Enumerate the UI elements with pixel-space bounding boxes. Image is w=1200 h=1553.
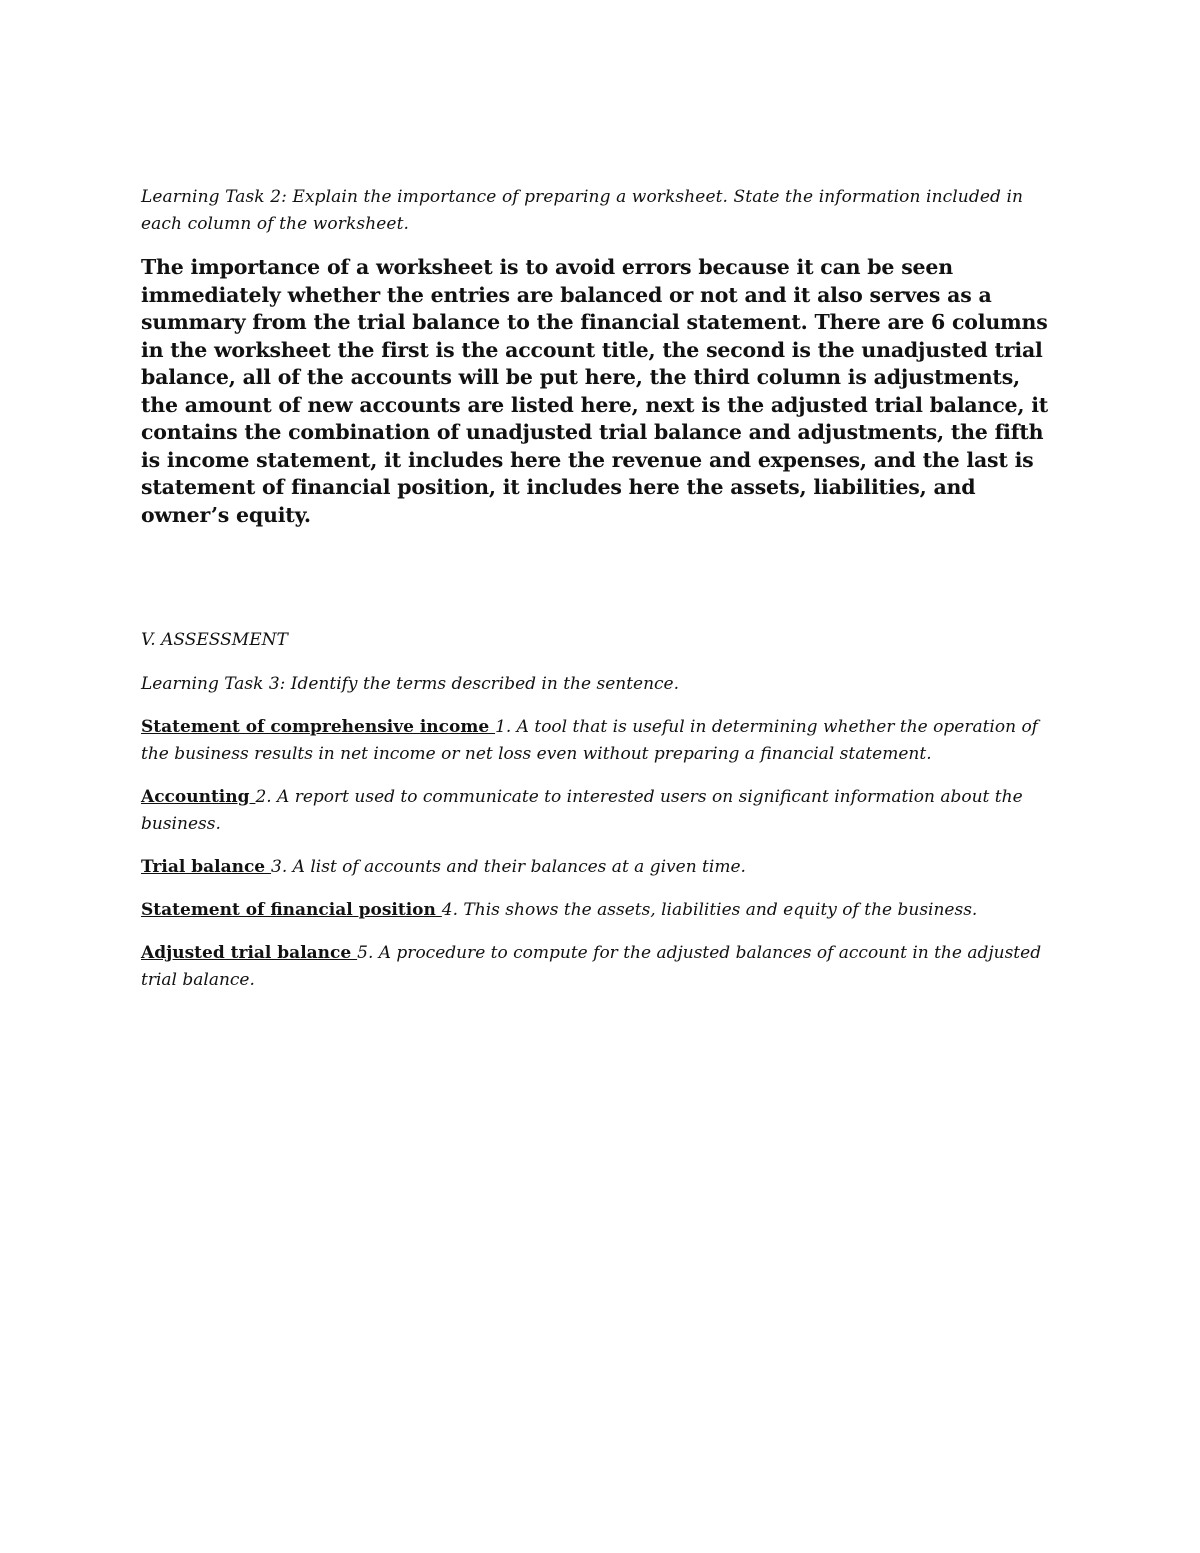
item-term: Trial balance	[141, 857, 272, 877]
item-term: Statement of comprehensive income	[141, 717, 496, 737]
item-description: 3. A list of accounts and their balances at a given time.	[271, 857, 746, 877]
task3-item-1	[141, 714, 1061, 768]
task3-item-2	[141, 784, 1061, 838]
task3-item-5	[141, 940, 1061, 994]
task3-item-4	[141, 897, 1061, 924]
task3-intro: Learning Task 3: Identify the terms described in the sentence.	[141, 674, 680, 694]
item-description: 1. A tool that is useful in determining whether the operation of the business results in net income or net loss even without preparing a financial statement.	[141, 717, 1038, 764]
task2-prompt: Learning Task 2: Explain the importance of preparing a worksheet. State the information included in each column of the worksheet.	[141, 187, 1024, 234]
item-description: 5. A procedure to compute for the adjusted balances of account in the adjusted trial balance.	[141, 943, 1042, 990]
task3-items	[141, 714, 1061, 1010]
item-description: 4. This shows the assets, liabilities and equity of the business.	[441, 900, 978, 920]
item-term: Statement of financial position	[141, 900, 442, 920]
item-term: Adjusted trial balance	[141, 943, 358, 963]
task3-item-3	[141, 854, 1061, 881]
item-term: Accounting	[141, 787, 256, 807]
document-page	[141, 184, 1061, 990]
item-description: 2. A report used to communicate to interested users on significant information about the business.	[141, 787, 1023, 834]
assessment-heading: V. ASSESSMENT	[141, 630, 288, 650]
task2-answer: The importance of a worksheet is to avoid errors because it can be seen immediately whether the entries are balanced or not and it also serves as a summary from the trial balance to the financial statement. There are 6 columns in the worksheet the first is the account title, the second is the unadjusted trial balance, all of the accounts will be put here, the third column is adjustments, the amount of new accounts are listed here, next is the adjusted trial balance, it contains the combination of unadjusted trial balance and adjustments, the fifth is income statement, it includes here the revenue and expenses, and the last is statement of financial position, it includes here the assets, liabilities, and owner’s equity.	[141, 255, 1049, 527]
